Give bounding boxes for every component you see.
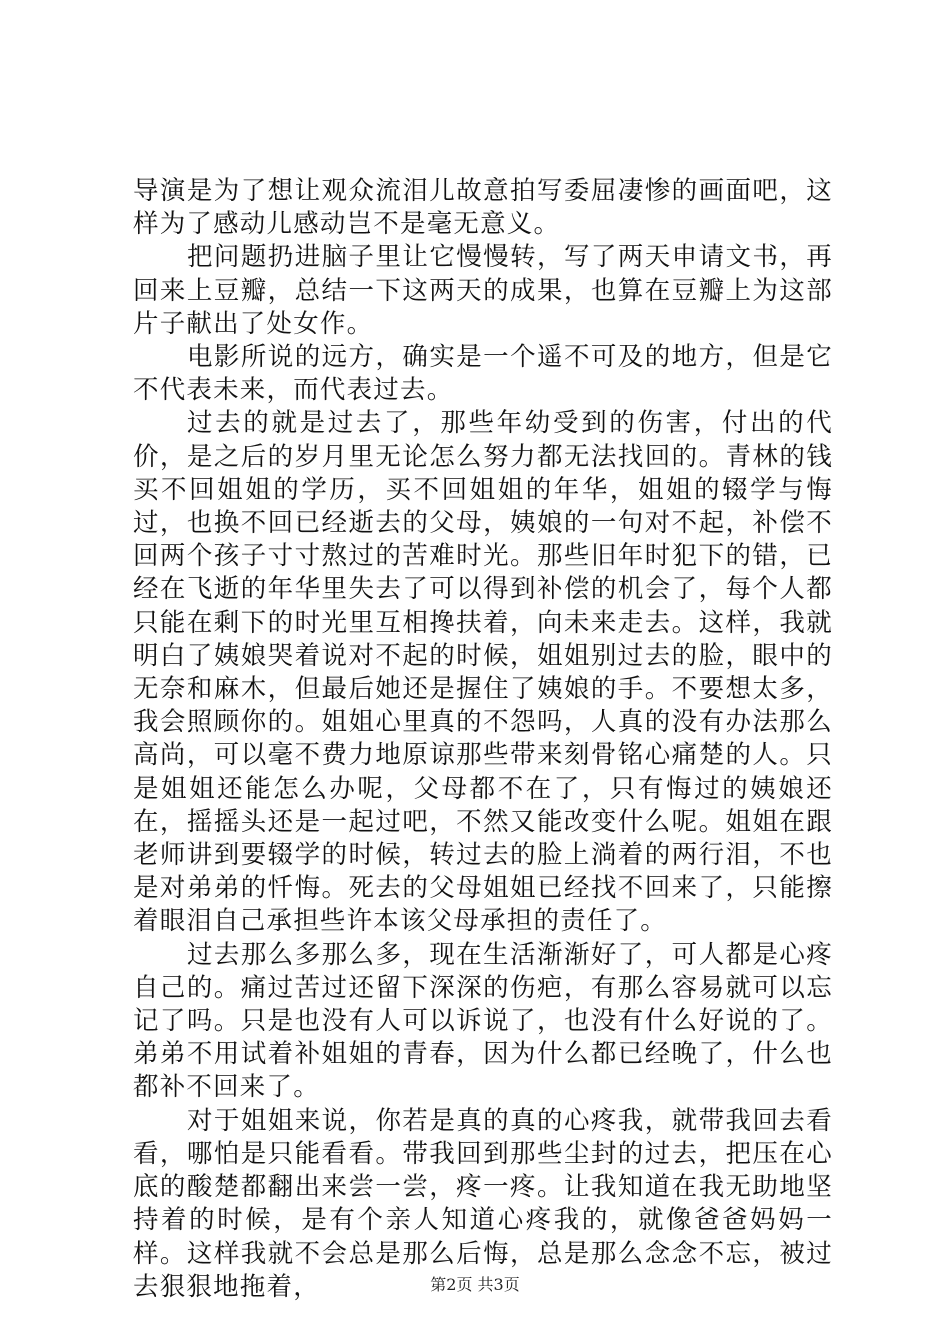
document-body (133, 175, 833, 1304)
paragraph-2: 把问题扔进脑子里让它慢慢转，写了两天申请文书，再回来上豆瓣，总结一下这两天的成果，也算在豆瓣上为这部片子献出了处女作。 (133, 242, 833, 339)
paragraph-6: 对于姐姐来说，你若是真的真的心疼我，就带我回去看看，哪怕是只能看看。带我回到那些尘封的过去，把压在心底的酸楚都翻出来尝一尝，疼一疼。让我知道在我无助地坚持着的时候，是有个亲人知道心疼我的，就像爸爸妈妈一样。这样我就不会总是那么后悔，总是那么念念不忘，被过去狠狠地拖着， (133, 1105, 833, 1302)
paragraph-1: 导演是为了想让观众流泪儿故意拍写委屈凄惨的画面吧，这样为了感动儿感动岂不是毫无意义。 (133, 176, 833, 240)
page-footer: 第2页 共3页 (430, 1275, 520, 1294)
paragraph-5: 过去那么多那么多，现在生活渐渐好了，可人都是心疼自己的。痛过苦过还留下深深的伤疤，有那么容易就可以忘记了吗。只是也没有人可以诉说了，也没有什么好说的了。弟弟不用试着补姐姐的青春，因为什么都已经晚了，什么也都补不回来了。 (133, 939, 833, 1103)
paragraph-4: 过去的就是过去了，那些年幼受到的伤害，付出的代价，是之后的岁月里无论怎么努力都无法找回的。青林的钱买不回姐姐的学历，买不回姐姐的年华，姐姐的辍学与悔过，也换不回已经逝去的父母，姨娘的一句对不起，补偿不回两个孩子寸寸熬过的苦难时光。那些旧年时犯下的错，已经在飞逝的年华里失去了可以得到补偿的机会了，每个人都只能在剩下的时光里互相搀扶着，向未来走去。这样，我就明白了姨娘哭着说对不起的时候，姐姐别过去的脸，眼中的无奈和麻木，但最后她还是握住了姨娘的手。不要想太多，我会照顾你的。姐姐心里真的不怨吗，人真的没有办法那么高尚，可以毫不费力地原谅那些带来刻骨铭心痛楚的人。只是姐姐还能怎么办呢，父母都不在了，只有悔过的姨娘还在，摇摇头还是一起过吧，不然又能改变什么呢。姐姐在跟老师讲到要辍学的时候，转过去的脸上淌着的两行泪，不也是对弟弟的忏悔。死去的父母姐姐已经找不回来了，只能擦着眼泪自己承担些许本该父母承担的责任了。 (133, 408, 833, 937)
paragraph-3: 电影所说的远方，确实是一个遥不可及的地方，但是它不代表未来，而代表过去。 (133, 342, 833, 406)
